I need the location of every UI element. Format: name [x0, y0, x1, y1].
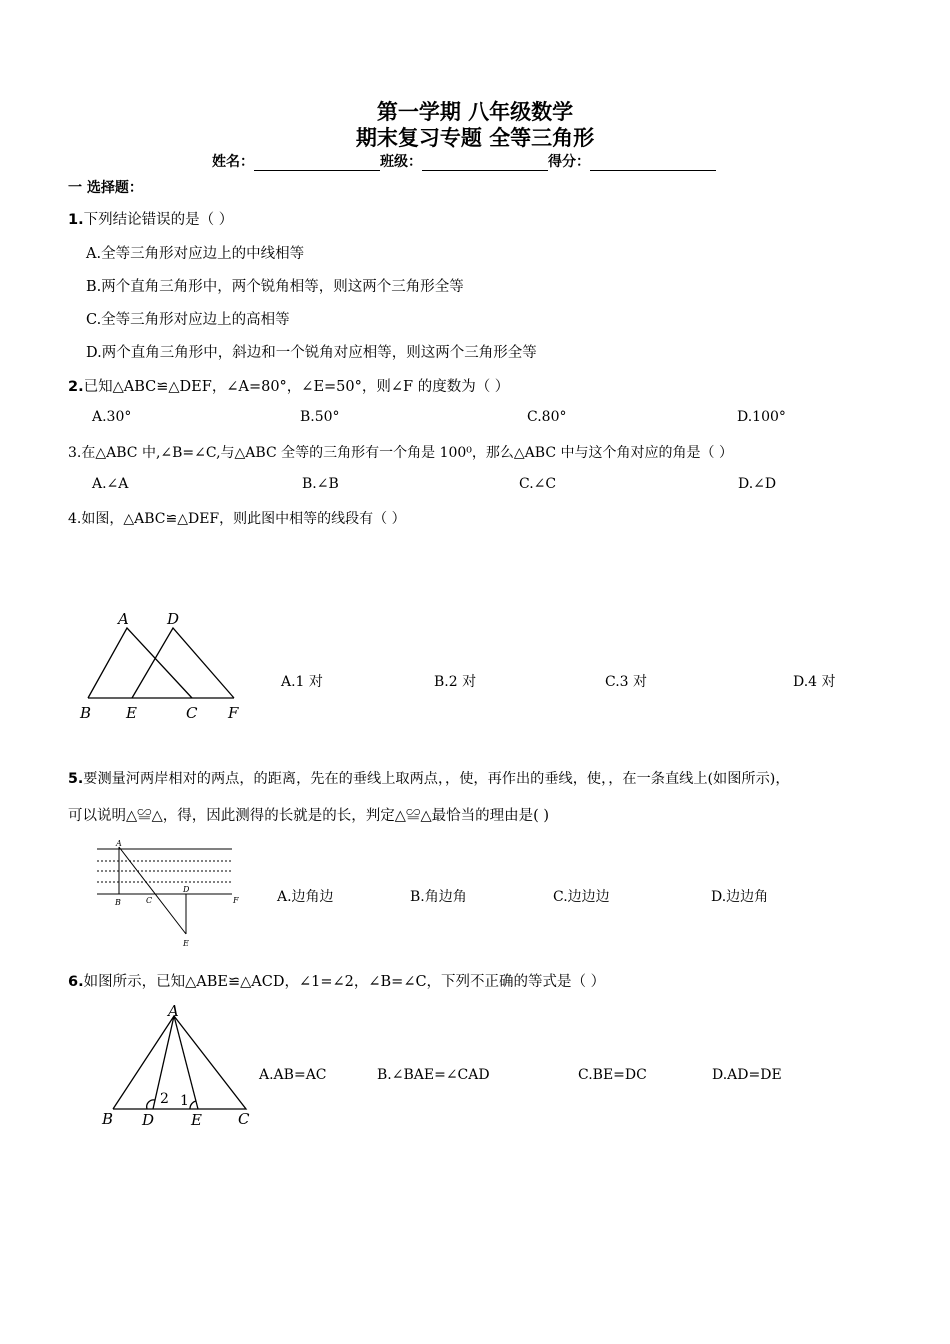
- q3-option-d: D.∠D: [738, 476, 777, 492]
- q4-option-c: C.3 对: [605, 674, 648, 690]
- question-text: 已知△ABC≌△DEF，∠A=80°，∠E=50°，则∠F 的度数为（ ）: [83, 379, 510, 395]
- question-text: 如图所示，已知△ABE≌△ACD，∠1=∠2，∠B=∠C，下列不正确的等式是（ ）: [83, 974, 606, 990]
- q5-label-d: D: [183, 885, 190, 894]
- q4-label-b: B: [80, 704, 92, 722]
- q5-label-b: B: [115, 898, 121, 907]
- q6-angle-1-arc: [190, 1101, 196, 1109]
- q6-label-a: A: [168, 1002, 179, 1020]
- question-number: 5.: [68, 771, 84, 787]
- question-text: 如图，△ABC≌△DEF，则此图中相等的线段有（ ）: [81, 511, 406, 527]
- q4-option-d: D.4 对: [793, 674, 836, 690]
- q1-option-b: B.两个直角三角形中，两个锐角相等，则这两个三角形全等: [86, 279, 464, 295]
- q6-option-d: D.AD=DE: [712, 1067, 782, 1083]
- page-title-line2: 期末复习专题 全等三角形: [355, 126, 595, 150]
- q1-option-c: C.全等三角形对应边上的高相等: [86, 312, 290, 328]
- q3-option-b: B.∠B: [302, 476, 339, 492]
- q6-label-e: E: [191, 1111, 202, 1129]
- q5-label-e: E: [183, 939, 189, 948]
- question-5-line2: 可以说明△≌△，得，因此测得的长就是的长，判定△≌△最恰当的理由是( ): [68, 808, 550, 824]
- q4-label-c: C: [186, 704, 198, 722]
- q2-option-b: B.50°: [300, 409, 340, 425]
- q1-option-d: D.两个直角三角形中，斜边和一个锐角对应相等，则这两个三角形全等: [86, 345, 537, 361]
- q2-option-d: D.100°: [737, 409, 786, 425]
- question-number: 3.: [68, 445, 82, 461]
- name-label: 姓名：: [212, 154, 254, 170]
- section-title: 一 选择题：: [68, 180, 143, 196]
- q6-label-d: D: [142, 1111, 155, 1129]
- q5-label-f: F: [233, 896, 239, 905]
- q6-option-b: B.∠BAE=∠CAD: [377, 1067, 490, 1083]
- q6-label-b: B: [102, 1110, 114, 1128]
- q6-option-c: C.BE=DC: [578, 1067, 647, 1083]
- q4-label-d: D: [167, 610, 180, 628]
- q4-option-b: B.2 对: [434, 674, 477, 690]
- q1-option-a: A.全等三角形对应边上的中线相等: [86, 246, 305, 262]
- q2-option-a: A.30°: [92, 409, 132, 425]
- q3-option-c: C.∠C: [519, 476, 557, 492]
- q3-option-a: A.∠A: [92, 476, 129, 492]
- question-number: 2.: [68, 379, 84, 395]
- q4-label-a: A: [118, 610, 129, 628]
- q4-label-e: E: [126, 704, 137, 722]
- score-label: 得分：: [548, 154, 590, 170]
- question-text: 要测量河两岸相对的两点，的距离，先在的垂线上取两点，，使，再作出的垂线，使，，在一条直线上(如图所示)，: [83, 771, 790, 787]
- page-title-line1: 第一学期 八年级数学: [376, 100, 574, 124]
- q4-label-f: F: [228, 704, 239, 722]
- q2-option-c: C.80°: [527, 409, 567, 425]
- question-text: 下列结论错误的是（ ）: [83, 212, 234, 228]
- q6-angle-2-label: 2: [160, 1091, 169, 1107]
- question-text: 在△ABC 中,∠B=∠C,与△ABC 全等的三角形有一个角是 100⁰，那么△ABC 中与这个角对应的角是（ ）: [81, 445, 733, 461]
- question-number: 4.: [68, 511, 82, 527]
- question-number: 6.: [68, 974, 84, 990]
- q5-label-a: A: [116, 839, 122, 848]
- q5-label-c: C: [146, 896, 153, 905]
- q5-option-c: C.边边边: [553, 889, 610, 905]
- q6-angle-1-label: 1: [180, 1093, 189, 1109]
- q4-option-a: A.1 对: [281, 674, 323, 690]
- q5-option-d: D.边边角: [711, 889, 769, 905]
- q6-label-c: C: [238, 1110, 250, 1128]
- class-label: 班级：: [380, 154, 422, 170]
- q5-option-b: B.角边角: [410, 889, 467, 905]
- q6-option-a: A.AB=AC: [259, 1067, 327, 1083]
- question-number: 1.: [68, 212, 84, 228]
- q5-option-a: A.边角边: [277, 889, 334, 905]
